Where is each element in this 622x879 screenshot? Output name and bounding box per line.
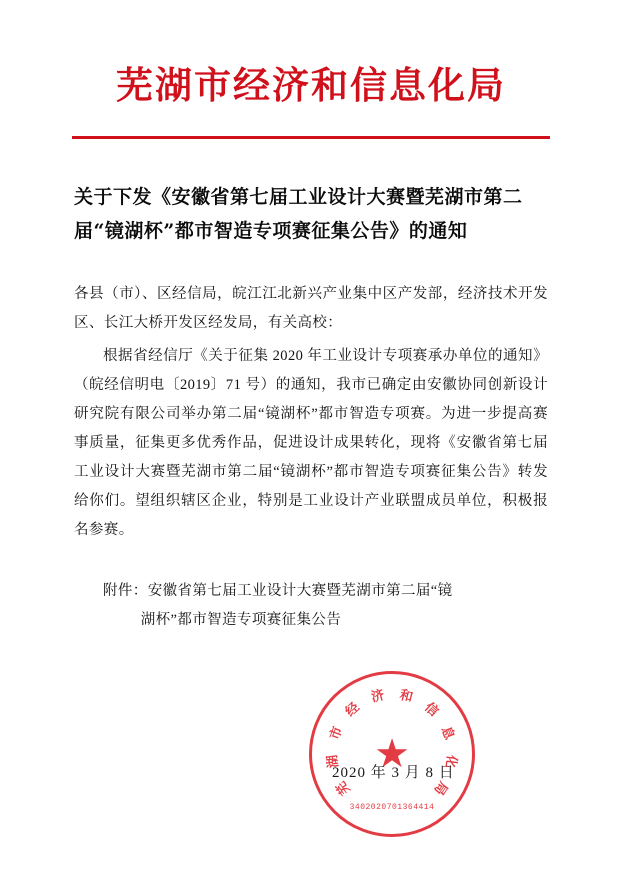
seal-inner-ring [312, 674, 472, 834]
attachment-line-2: 湖杯”都市智造专项赛征集公告 [140, 611, 342, 628]
seal-star-icon: ★ [374, 730, 410, 776]
document-title: 关于下发《安徽省第七届工业设计大赛暨芜湖市第二届“镜湖杯”都市智造专项赛征集公告》的通知 [74, 186, 523, 242]
attachment-line-1: 安徽省第七届工业设计大赛暨芜湖市第二届“镜 [147, 582, 453, 599]
attachment-label: 附件： [103, 582, 148, 599]
official-seal [309, 671, 475, 837]
document-body [0, 181, 622, 841]
signature-block [74, 661, 548, 841]
letterhead [0, 0, 622, 139]
recipients-line: 各县（市）、区经信局，皖江江北新兴产业集中区产发部，经济技术开发区、长江大桥开发区经发局，有关高校： [74, 285, 548, 331]
attachment-block [74, 577, 548, 635]
body-paragraph-1: 根据省经信厅《关于征集 2020 年工业设计专项赛承办单位的通知》（皖经信明电〔2019〕71 号）的通知，我市已确定由安徽协同创新设计研究院有限公司举办第二届“镜湖杯”都市智造专项赛。为进一步提高赛事质量，征集更多优秀作品，促进设计成果转化，现将《安徽省第七届工业设计大赛暨芜湖市第二届“镜湖杯”都市智造专项赛征集公告》转发给你们。望组织辖区企业，特别是工业设计产业联盟成员单位，积极报名参赛。 [74, 347, 548, 538]
seal-code: 3402020701364414 [349, 802, 435, 812]
letterhead-divider [72, 136, 550, 139]
issue-date: 2020 年 3 月 8 日 [332, 764, 455, 781]
issuing-agency-title: 芜湖市经济和信息化局 [116, 63, 506, 107]
seal-ring-text: 芜 湖 市 经 济 和 信 息 化 局 [325, 687, 459, 798]
